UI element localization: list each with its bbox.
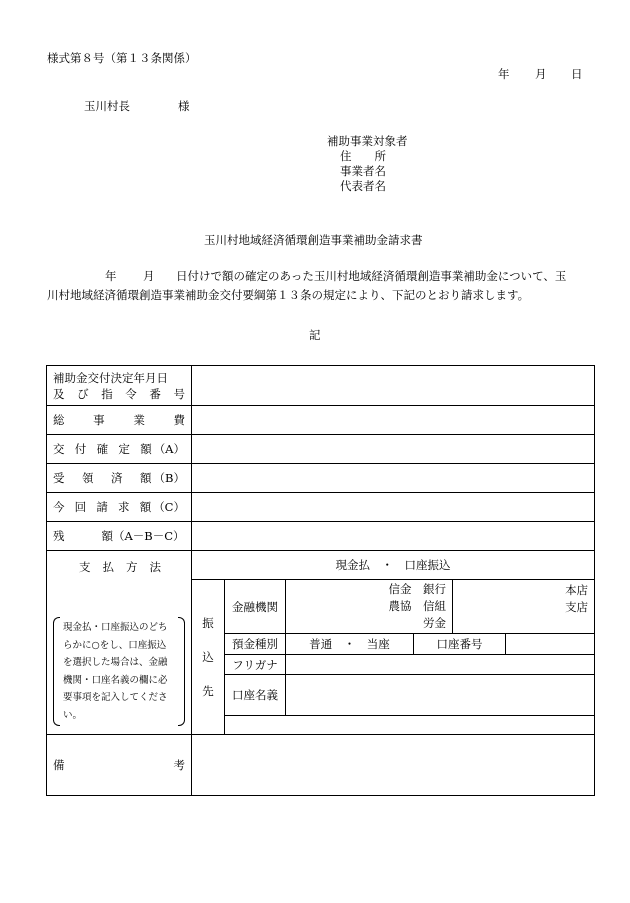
deposit-type-label: 預金種別 [225, 634, 286, 655]
furikomi-label: 振 込 先 [192, 580, 225, 735]
account-name-field[interactable] [286, 675, 595, 716]
furikomi-spacer [225, 716, 595, 735]
branch-type-options[interactable]: 本店 支店 [453, 580, 595, 634]
confirmed-amount-label: 交 付 確 定 額 （A） [47, 435, 192, 464]
body-line2: 川村地域経済循環創造事業補助金交付要綱第１３条の規定により、下記のとおり請求します。 [47, 288, 530, 302]
total-cost-label: 総 事 業 費 [47, 406, 192, 435]
account-number-field[interactable] [506, 634, 595, 655]
applicant-representative: 代表者名 [340, 179, 386, 193]
body-month: 月 [143, 269, 155, 283]
remarks-label: 備 考 [47, 735, 192, 796]
received-amount-label: 受 領 済 額 （B） [47, 464, 192, 493]
account-number-label: 口座番号 [414, 634, 506, 655]
bank-type-options[interactable]: 信金 銀行 農協 信組 労金 [286, 580, 453, 634]
addressee-name: 玉川村長 [84, 99, 130, 113]
request-table [46, 365, 595, 796]
financial-institution-label: 金融機関 [225, 580, 286, 634]
applicant-business-name: 事業者名 [340, 164, 386, 178]
balance-label: 残 額 （A－B－C） [47, 522, 192, 551]
furigana-field[interactable] [286, 655, 595, 675]
decision-date-label: 補助金交付決定年月日 及 び 指 令 番 号 [47, 366, 192, 406]
form-number: 様式第８号（第１３条関係） [47, 51, 197, 65]
applicant-heading: 補助事業対象者 [327, 134, 408, 148]
payment-method-label: 支 払 方 法 現金払・口座振込のどちらかに○をし、口座振込を選択した場合は、金融機関・口座名義の欄に必要事項を記入してください。 [47, 551, 192, 735]
applicant-address: 住 所 [340, 149, 386, 163]
confirmed-amount-field[interactable] [192, 435, 595, 464]
payment-note: 現金払・口座振込のどちらかに○をし、口座振込を選択した場合は、金融機関・口座名義の欄に必要事項を記入してください。 [53, 617, 185, 726]
account-name-label: 口座名義 [225, 675, 286, 716]
decision-date-field[interactable] [192, 366, 595, 406]
addressee-honorific: 様 [178, 99, 190, 113]
received-amount-field[interactable] [192, 464, 595, 493]
remarks-field[interactable] [192, 735, 595, 796]
ki-heading: 記 [309, 328, 321, 342]
request-amount-field[interactable] [192, 493, 595, 522]
date-month: 月 [535, 67, 547, 81]
request-amount-label: 今 回 請 求 額 （C） [47, 493, 192, 522]
deposit-type-options[interactable]: 普通 ・ 当座 [286, 634, 414, 655]
payment-options[interactable]: 現金払 ・ 口座振込 [192, 551, 595, 580]
total-cost-field[interactable] [192, 406, 595, 435]
balance-field[interactable] [192, 522, 595, 551]
furigana-label: フリガナ [225, 655, 286, 675]
date-year: 年 [498, 67, 510, 81]
date-day: 日 [571, 67, 583, 81]
body-line1: 日付けで額の確定のあった玉川村地域経済循環創造事業補助金について、玉 [176, 269, 567, 283]
body-year: 年 [105, 269, 117, 283]
document-title: 玉川村地域経済循環創造事業補助金請求書 [204, 233, 423, 247]
